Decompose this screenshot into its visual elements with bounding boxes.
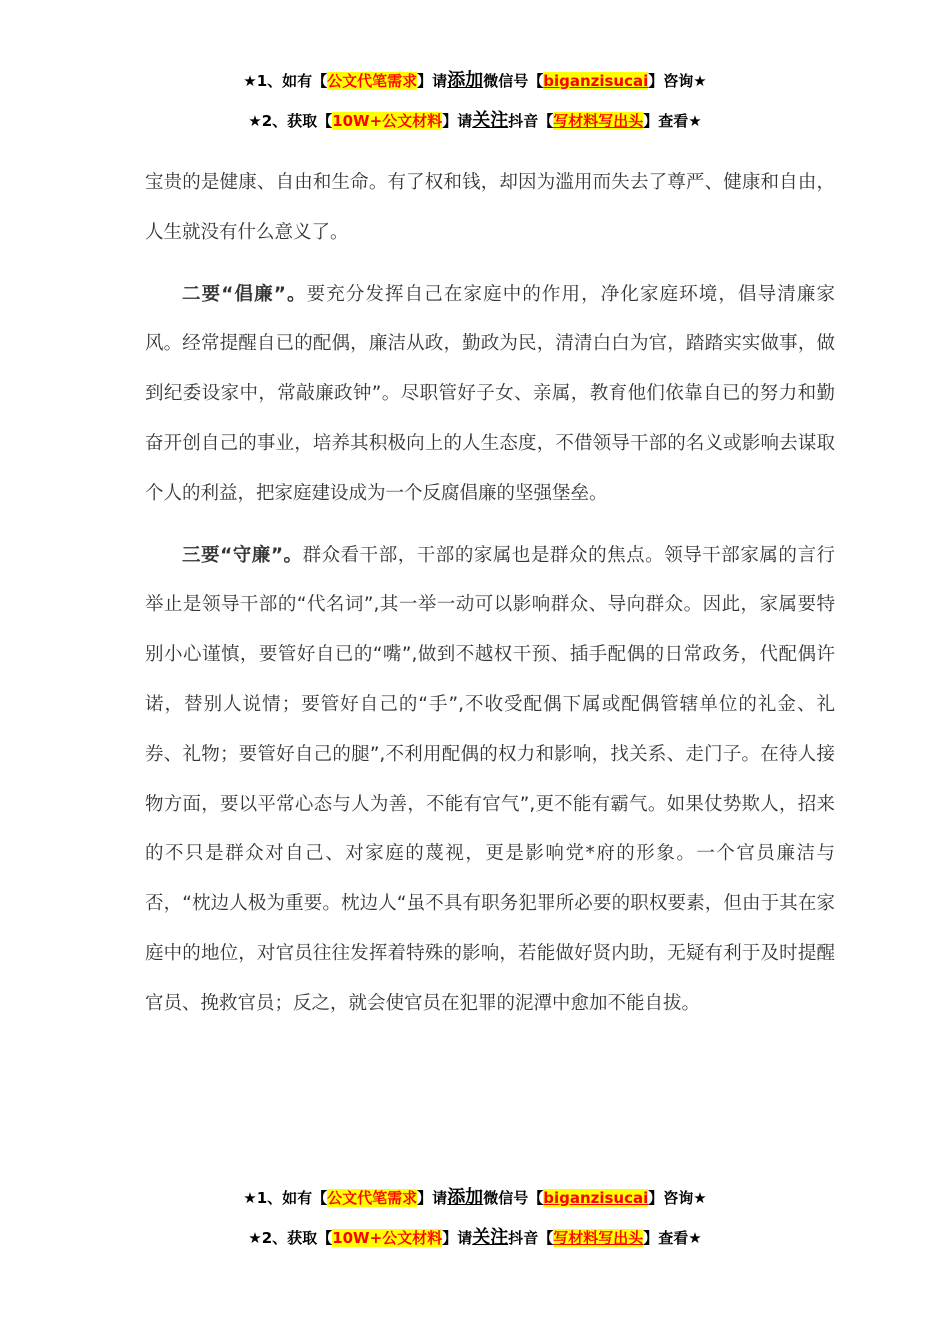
footer-douyin-account-link[interactable]: 写材料写出头 bbox=[553, 1229, 644, 1247]
footer-ad-1-emphasis: 添加 bbox=[447, 1187, 484, 1208]
header-ad-2-highlight-materials: 10W+公文材料 bbox=[332, 112, 443, 130]
footer-ad-1-highlight-service: 公文代笔需求 bbox=[327, 1189, 418, 1207]
document-body bbox=[145, 158, 835, 1029]
header-ad-2-emphasis: 关注 bbox=[472, 110, 509, 131]
header-ad-2-prefix: ★2、获取【 bbox=[248, 112, 333, 130]
footer-wechat-id-link[interactable]: biganzisucai bbox=[543, 1189, 649, 1207]
header-wechat-id-link[interactable]: biganzisucai bbox=[543, 72, 649, 90]
header-ad-2-mid: 】请 bbox=[442, 112, 473, 130]
footer-ad-line-2 bbox=[0, 1228, 950, 1248]
header-ad-1-mid: 】请 bbox=[417, 72, 448, 90]
header-ad-2-mid2: 抖音【 bbox=[508, 112, 554, 130]
footer-ad-2-emphasis: 关注 bbox=[472, 1227, 509, 1248]
header-ad-line-1 bbox=[0, 71, 950, 91]
header-ad-1-highlight-service: 公文代笔需求 bbox=[327, 72, 418, 90]
footer-ad-2-mid: 】请 bbox=[442, 1229, 473, 1247]
header-ad-1-emphasis: 添加 bbox=[447, 70, 484, 91]
footer-ad-1-mid2: 微信号【 bbox=[483, 1189, 544, 1207]
footer-ad-2-mid2: 抖音【 bbox=[508, 1229, 554, 1247]
paragraph-2-text: 要充分发挥自己在家庭中的作用，净化家庭环境，倡导清廉家风。经常提醒自已的配偶，廉洁从政，勤政为民，清清白白为官，踏踏实实做事，做到纪委设家中，常敲廉政钟”。尽职管好子女、亲属，教育他们依靠自已的努力和勤奋开创自己的事业，培养其积极向上的人生态度，不借领导干部的名义或影响去谋取个人的利益，把家庭建设成为一个反腐倡廉的坚强堡垒。 bbox=[145, 283, 835, 504]
paragraph-3-text: 群众看干部，干部的家属也是群众的焦点。领导干部家属的言行举止是领导干部的“代名词”,其一举一动可以影响群众、导向群众。因此，家属要特别小心谨慎，要管好自已的“嘴”,做到不越权干预、插手配偶的日常政务，代配偶许诺，替别人说情；要管好自己的“手”,不收受配偶下属或配偶管辖单位的礼金、礼券、礼物；要管好自己的腿”,不利用配偶的权力和影响，找关系、走门子。在待人接物方面，要以平常心态与人为善，不能有官气”,更不能有霸气。如果仗势欺人，招来的不只是群众对自己、对家庭的蔑视，更是影响党*府的形象。一个官员廉洁与否，“枕边人极为重要。枕边人“虽不具有职务犯罪所必要的职权要素，但由于其在家庭中的地位，对官员往往发挥着特殊的影响，若能做好贤内助，无疑有利于及时提醒官员、挽救官员；反之，就会使官员在犯罪的泥潭中愈加不能自拔。 bbox=[145, 544, 835, 1014]
header-ad-1-suffix: 】咨询★ bbox=[648, 72, 707, 90]
paragraph-1: 宝贵的是健康、自由和生命。有了权和钱，却因为滥用而失去了尊严、健康和自由，人生就没有什么意义了。 bbox=[145, 172, 835, 243]
header-ad-1-mid2: 微信号【 bbox=[483, 72, 544, 90]
footer-ad-1-mid: 】请 bbox=[417, 1189, 448, 1207]
paragraph-3-lead: 三要“守廉”。 bbox=[182, 544, 303, 566]
footer-ad-1-prefix: ★1、如有【 bbox=[243, 1189, 328, 1207]
header-ad-2-suffix: 】查看★ bbox=[643, 112, 702, 130]
paragraph-2 bbox=[145, 270, 835, 519]
footer-ad-1-suffix: 】咨询★ bbox=[648, 1189, 707, 1207]
footer-ad-2-prefix: ★2、获取【 bbox=[248, 1229, 333, 1247]
header-ad-line-2 bbox=[0, 111, 950, 131]
paragraph-3 bbox=[145, 531, 835, 1029]
footer-ad-line-1 bbox=[0, 1188, 950, 1208]
paragraph-2-lead: 二要“倡廉”。 bbox=[182, 283, 307, 305]
header-douyin-account-link[interactable]: 写材料写出头 bbox=[553, 112, 644, 130]
footer-ad-2-suffix: 】查看★ bbox=[643, 1229, 702, 1247]
header-ad-1-prefix: ★1、如有【 bbox=[243, 72, 328, 90]
paragraph-gap bbox=[145, 519, 835, 531]
paragraph-gap bbox=[145, 258, 835, 270]
footer-ad-2-highlight-materials: 10W+公文材料 bbox=[332, 1229, 443, 1247]
